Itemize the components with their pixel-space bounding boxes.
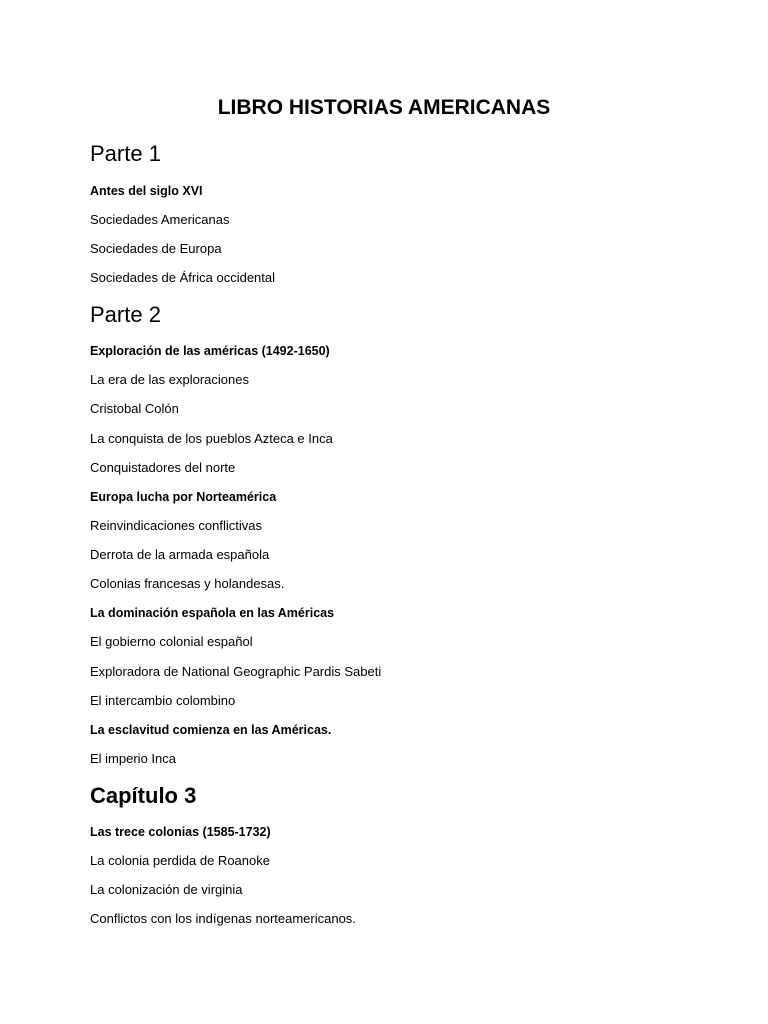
subsection-heading: La esclavitud comienza en las Américas. bbox=[90, 723, 332, 737]
list-item: Conflictos con los indígenas norteamericanos. bbox=[90, 911, 356, 926]
subsection-heading: Exploración de las américas (1492-1650) bbox=[90, 344, 330, 358]
list-item: Cristobal Colón bbox=[90, 401, 179, 416]
list-item: Reinvindicaciones conflictivas bbox=[90, 518, 262, 533]
subsection-heading: Antes del siglo XVI bbox=[90, 184, 203, 198]
list-item: Sociedades Americanas bbox=[90, 212, 230, 227]
list-item: La conquista de los pueblos Azteca e Inca bbox=[90, 431, 333, 446]
subsection-heading: Europa lucha por Norteamérica bbox=[90, 490, 277, 504]
subsection-heading: Las trece colonias (1585-1732) bbox=[90, 825, 271, 839]
list-item: El imperio Inca bbox=[90, 751, 176, 766]
section-heading-parte-1: Parte 1 bbox=[90, 141, 161, 166]
list-item: El intercambio colombino bbox=[90, 693, 236, 708]
subsection-heading: La dominación española en las Américas bbox=[90, 606, 335, 620]
list-item: La era de las exploraciones bbox=[90, 372, 249, 387]
list-item: La colonia perdida de Roanoke bbox=[90, 853, 270, 868]
list-item: Derrota de la armada española bbox=[90, 547, 270, 562]
section-heading-parte-2: Parte 2 bbox=[90, 302, 161, 327]
list-item: La colonización de virginia bbox=[90, 882, 243, 897]
document-title: LIBRO HISTORIAS AMERICANAS bbox=[217, 96, 551, 119]
list-item: El gobierno colonial español bbox=[90, 634, 253, 649]
list-item: Sociedades de África occidental bbox=[90, 270, 276, 285]
section-heading-capitulo-3: Capítulo 3 bbox=[90, 783, 197, 808]
list-item: Colonias francesas y holandesas. bbox=[90, 576, 285, 591]
list-item: Exploradora de National Geographic Pardis Sabeti bbox=[90, 664, 382, 679]
list-item: Conquistadores del norte bbox=[90, 460, 236, 475]
list-item: Sociedades de Europa bbox=[90, 241, 222, 256]
